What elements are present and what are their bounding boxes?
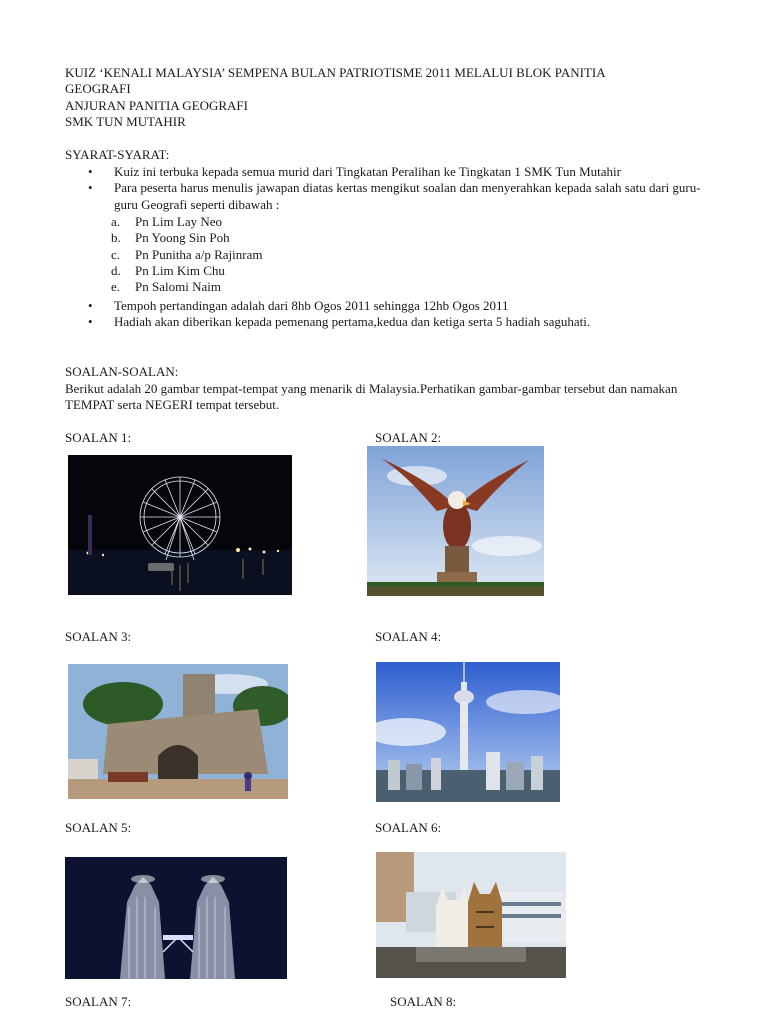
rule-text: Tempoh pertandingan adalah dari 8hb Ogos 2011 sehingga 12hb Ogos 2011 <box>114 298 509 313</box>
bullet-icon: • <box>88 314 93 330</box>
list-marker: c. <box>111 246 121 262</box>
header-school: SMK TUN MUTAHIR <box>65 113 186 129</box>
question-label-3: SOALAN 3: <box>65 629 132 644</box>
photo-cat-statue <box>376 852 566 978</box>
list-marker: d. <box>111 262 121 278</box>
bullet-icon: • <box>88 298 93 313</box>
document-header <box>65 65 695 130</box>
list-marker: b. <box>111 230 121 246</box>
questions-heading: SOALAN-SOALAN: <box>65 364 179 379</box>
list-marker: a. <box>111 214 121 229</box>
photo-twin-towers-night <box>65 857 287 979</box>
question-label-6: SOALAN 6: <box>375 820 442 835</box>
questions-intro: Berikut adalah 20 gambar tempat-tempat yang menarik di Malaysia.Perhatikan gambar-gambar tersebut dan namakan TEMPAT serta NEGERI tempat tersebut. <box>65 381 678 413</box>
header-title-line1: KUIZ ‘KENALI MALAYSIA’ SEMPENA BULAN PATRIOTISME 2011 MELALUI BLOK PANITIA <box>65 65 606 80</box>
teacher-name: Pn Punitha a/p Rajinram <box>135 246 263 262</box>
teacher-item <box>111 247 262 263</box>
teacher-name: Pn Lim Kim Chu <box>135 262 225 278</box>
photo-fortress-gate <box>68 664 288 799</box>
rule-text: Para peserta harus menulis jawapan diatas kertas mengikut soalan dan menyerahkan kepada salah satu dari guru-guru Geografi seperti dibawah : <box>114 180 701 212</box>
rules-list-continued <box>88 298 708 331</box>
teacher-name: Pn Lim Lay Neo <box>135 214 223 229</box>
rule-text: Hadiah akan diberikan kepada pemenang pertama,kedua dan ketiga serta 5 hadiah saguhati. <box>114 314 591 330</box>
photo-tower-skyline <box>376 662 560 802</box>
rules-list <box>88 164 708 213</box>
bullet-icon: • <box>88 180 93 196</box>
rule-item <box>88 164 708 180</box>
header-organizer: ANJURAN PANITIA GEOGRAFI <box>65 97 248 113</box>
question-label-7: SOALAN 7: <box>65 994 132 1009</box>
rule-item <box>88 298 708 314</box>
header-title-line2: GEOGRAFI <box>65 81 131 97</box>
question-label-2: SOALAN 2: <box>375 430 442 445</box>
teacher-item <box>111 279 262 295</box>
question-label-1: SOALAN 1: <box>65 430 132 445</box>
teacher-name: Pn Yoong Sin Poh <box>135 230 230 246</box>
teacher-item <box>111 230 262 246</box>
teacher-item <box>111 263 262 279</box>
question-label-4: SOALAN 4: <box>375 629 442 644</box>
question-label-8: SOALAN 8: <box>390 994 457 1009</box>
rule-item <box>88 314 708 330</box>
rule-text: Kuiz ini terbuka kepada semua murid dari Tingkatan Peralihan ke Tingkatan 1 SMK Tun Mutahir <box>114 164 621 179</box>
teacher-item <box>111 214 262 230</box>
photo-eagle-statue <box>367 446 544 596</box>
question-label-5: SOALAN 5: <box>65 820 132 835</box>
rule-item <box>88 180 708 213</box>
rules-heading: SYARAT-SYARAT: <box>65 147 170 162</box>
teacher-name: Pn Salomi Naim <box>135 279 221 295</box>
bullet-icon: • <box>88 164 93 179</box>
photo-ferris-wheel-night <box>68 455 292 595</box>
list-marker: e. <box>111 279 121 295</box>
teacher-list <box>111 214 262 295</box>
